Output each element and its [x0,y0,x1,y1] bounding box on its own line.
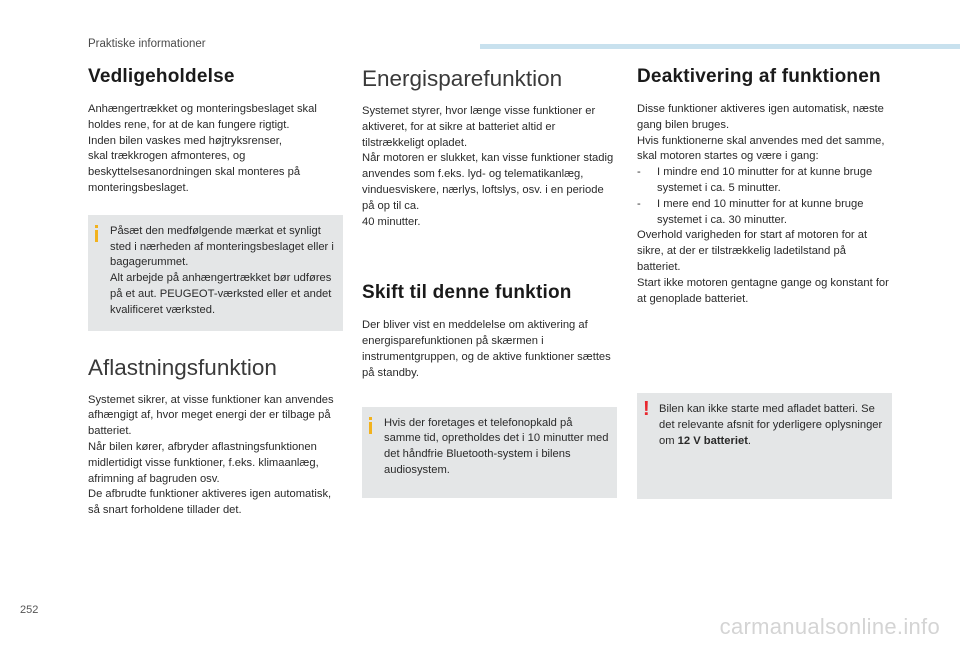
running-header: Praktiske informationer [88,38,206,50]
load-reduction-text: Systemet sikrer, at visse funktioner kan anvendes afhængigt af, hvor meget energi der er tilbage på batteriet. Når bilen kører, afbryder aflastningsfunktionen midlertidigt visse funktioner, f.eks. klimaanlæg, afrimning af bagruden osv. De afbrudte funktioner aktiveres igen automatisk, så snart forholdene tillader det. [88,393,334,517]
section-title-energy-saving: Energisparefunktion [362,66,563,91]
warning-note-end: . [747,434,752,447]
list-item: - I mere end 10 minutter for at kunne bruge systemet i ca. 30 minutter. [637,197,892,229]
column-left [88,62,343,519]
deactivation-list [637,165,892,228]
warning-note-battery [637,393,892,499]
section-title-maintenance: Vedligeholdelse [88,66,235,87]
info-icon [369,417,372,433]
deactivation-text: Disse funktioner aktiveres igen automatisk, næste gang bilen bruges. Hvis funktionerne skal anvendes med det samme, skal motoren startes og være i gang: [637,103,885,163]
header-accent-bar [480,44,960,49]
switch-mode-text: Der bliver vist en meddelelse om aktivering af energisparefunktionen på skærmen i instrumentgruppen, og de aktive funktioner sættes på standby. [362,319,611,379]
column-middle [362,62,617,498]
info-icon [95,225,98,241]
list-item: - I mindre end 10 minutter for at kunne bruge systemet i ca. 5 minutter. [637,165,892,197]
page-number: 252 [20,604,39,616]
info-note-phone [362,407,617,498]
warning-note-text: Bilen kan ikke starte med afladet batteri. Se det relevante afsnit for yderligere oplysninger om [659,403,883,447]
section-title-load-reduction: Aflastningsfunktion [88,354,277,380]
info-note-text: Påsæt den medfølgende mærkat et synligt sted i nærheden af monteringsbeslaget eller i bagagerummet. Alt arbejde på anhængertrækket bør udføres på et aut. PEUGEOT-værksted eller et andet kvalificeret værksted. [110,224,334,316]
section-title-deactivation: Deaktivering af funktionen [637,66,881,87]
watermark: carmanualsonline.info [719,614,940,639]
deactivation-text-2: Overhold varigheden for start af motoren for at sikre, at der er tilstrækkelig ladetilstand på batteriet. Start ikke motoren gentagne gange og konstant for at genoplade batteriet. [637,229,889,305]
energy-saving-text: Systemet styrer, hvor længe visse funktioner er aktiveret, for at sikre at batteriet altid er tilstrækkeligt opladet. Når motoren er slukket, kan visse funktioner stadig anvendes som f.eks. lyd- og telematikanlæg, vinduesviskere, nærlys, loftslys, osv. i en periode på op til ca. 40 minutter. [362,105,614,228]
info-note-maintenance [88,215,343,331]
warning-note-bold: 12 V batteriet [677,434,748,447]
section-title-switch-mode: Skift til denne funktion [362,282,572,304]
maintenance-text: Anhængertrækket og monteringsbeslaget skal holdes rene, for at de kan fungere rigtigt. Inden bilen vaskes med højtryksrenser, skal trækkrogen afmonteres, og beskyttelsesanordningen skal monteres på monteringsbeslaget. [88,103,317,194]
info-note-text: Hvis der foretages et telefonopkald på samme tid, opretholdes det i 10 minutter med det håndfrie Bluetooth-system i bilens audiosystem. [384,416,609,476]
warning-icon: ! [643,398,650,421]
column-right [637,62,892,499]
